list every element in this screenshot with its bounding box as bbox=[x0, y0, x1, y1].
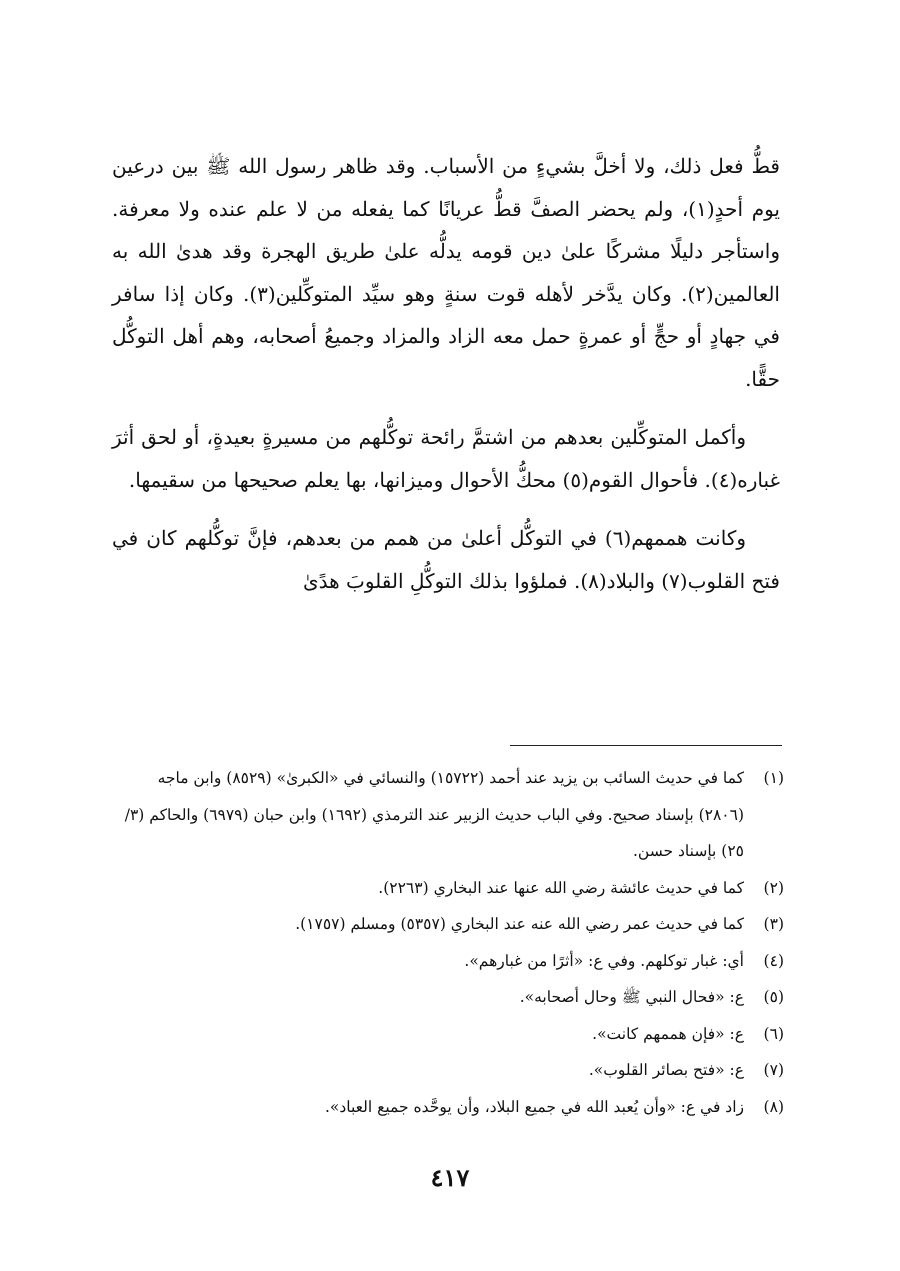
footnote-number: (٧) bbox=[763, 1061, 784, 1079]
footnote-number: (٦) bbox=[763, 1024, 784, 1043]
paragraph-1: قطُّ فعل ذلك، ولا أخلَّ بشيءٍ من الأسباب. وقد ظاهر رسول الله ﷺ بين درعين يوم أحدٍ(١)، ولم يحضر الصفَّ قطُّ عريانًا كما يفعله من لا علم عنده ولا معرفة. واستأجر دليلًا مشركًا علىٰ دين قومه يدلُّه علىٰ طريق الهجرة وقد هدىٰ الله به العالمين(٢). وكان يدَّخر لأهله قوت سنةٍ وهو سيِّد المتوكِّلين(٣). وكان إذا سافر في جهادٍ أو حجٍّ أو عمرةٍ حمل معه الزاد والمزاد وجميعُ أصحابه، وهم أهل التوكُّل حقًّا. bbox=[112, 154, 780, 391]
footnote-text: كما في حديث السائب بن يزيد عند أحمد (١٥٧٢٢) والنسائي في «الكبرىٰ» (٨٥٢٩) وابن ماجه (٢٨٠٦) بإسناد صحيح. وفي الباب حديث الزبير عند الترمذي (١٦٩٢) وابن حبان (٦٩٧٩) والحاكم (٣/ ٢٥) بإسناد حسن. bbox=[124, 769, 744, 860]
footnote-number: (٤) bbox=[763, 951, 784, 970]
footnote-item bbox=[112, 1052, 784, 1089]
footnote-separator bbox=[510, 745, 782, 746]
footnote-item bbox=[112, 760, 784, 870]
footnote-text: ع: «فتح بصائر القلوب». bbox=[588, 1061, 744, 1079]
main-text bbox=[112, 145, 780, 618]
footnotes bbox=[112, 760, 784, 1125]
footnote-text: زاد في ع: «وأن يُعبد الله في جميع البلاد، وأن يوحَّده جميع العباد». bbox=[324, 1097, 744, 1116]
footnote-item bbox=[112, 979, 784, 1016]
footnote-number: (١) bbox=[763, 769, 784, 787]
paragraph-2: وأكمل المتوكِّلين بعدهم من اشتمَّ رائحة توكُّلهم من مسيرةٍ بعيدةٍ، أو لحق أثرَ غباره(٤). فأحوال القوم(٥) محكُّ الأحوال وميزانها، بها يعلم صحيحها من سقيمها. bbox=[112, 425, 780, 492]
footnote-item bbox=[112, 906, 784, 943]
footnote-text: ع: «فإن هممهم كانت». bbox=[592, 1024, 744, 1043]
footnote-item bbox=[112, 1016, 784, 1053]
footnote-text: كما في حديث عمر رضي الله عنه عند البخاري (٥٣٥٧) ومسلم (١٧٥٧). bbox=[295, 915, 744, 933]
footnote-item bbox=[112, 870, 784, 907]
footnote-item bbox=[112, 943, 784, 980]
footnote-text: كما في حديث عائشة رضي الله عنها عند البخاري (٢٢٦٣). bbox=[378, 878, 744, 897]
footnote-number: (٥) bbox=[763, 988, 784, 1006]
footnote-text: ع: «فحال النبي ﷺ وحال أصحابه». bbox=[519, 988, 744, 1006]
footnote-text: أي: غبار توكلهم. وفي ع: «أثرًا من غبارهم». bbox=[464, 951, 744, 970]
footnote-number: (٢) bbox=[763, 878, 784, 897]
page-number: ٤١٧ bbox=[430, 1163, 470, 1192]
footnote-number: (٣) bbox=[763, 915, 784, 933]
paragraph-3: وكانت هممهم(٦) في التوكُّل أعلىٰ من همم من بعدهم، فإنَّ توكُّلهم كان في فتح القلوب(٧) والبلاد(٨). فملؤوا بذلك التوكُّلِ القلوبَ هدًىٰ bbox=[112, 526, 780, 593]
footnote-number: (٨) bbox=[763, 1097, 784, 1116]
footnote-item bbox=[112, 1089, 784, 1126]
